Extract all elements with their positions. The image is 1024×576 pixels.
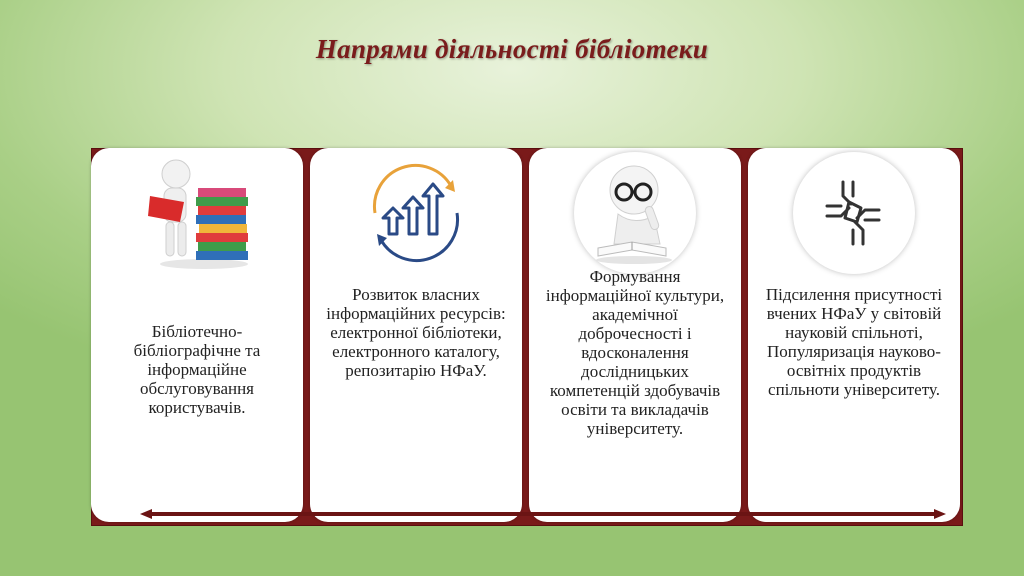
card-presence [748,148,960,522]
card-2-icon-circle [355,152,477,274]
card-1-icon-circle [136,152,258,274]
joined-hands-icon [793,152,915,274]
card-resources [310,148,522,522]
card-service [91,148,303,522]
slide-title: Напрями діяльності бібліотеки [315,34,709,64]
reading-person-icon [574,152,696,274]
card-4-icon-circle [793,152,915,274]
card-2-text: Розвиток власних інформаційних ресурсів: електронної бібліотеки, електронного каталогу, репозитарію НФаУ. [326,285,506,380]
double-arrow-icon [140,509,946,519]
card-culture [529,148,741,522]
card-4-text: Підсилення присутності вчених НФаУ у світовій науковій спільноті, Популяризація науково-освітніх продуктів спільноти університету. [765,285,943,399]
card-3-icon-circle [574,152,696,274]
card-1-text: Бібліотечно-бібліографічне та інформаційне обслуговування користувачів. [133,322,261,417]
card-3-text: Формування інформаційної культури, академічної доброчесності і вдосконалення дослідницьких компетенцій здобувачів освіти та викладачів університету. [545,267,725,438]
person-with-books-icon [136,152,258,274]
growth-arrows-icon [355,152,477,274]
